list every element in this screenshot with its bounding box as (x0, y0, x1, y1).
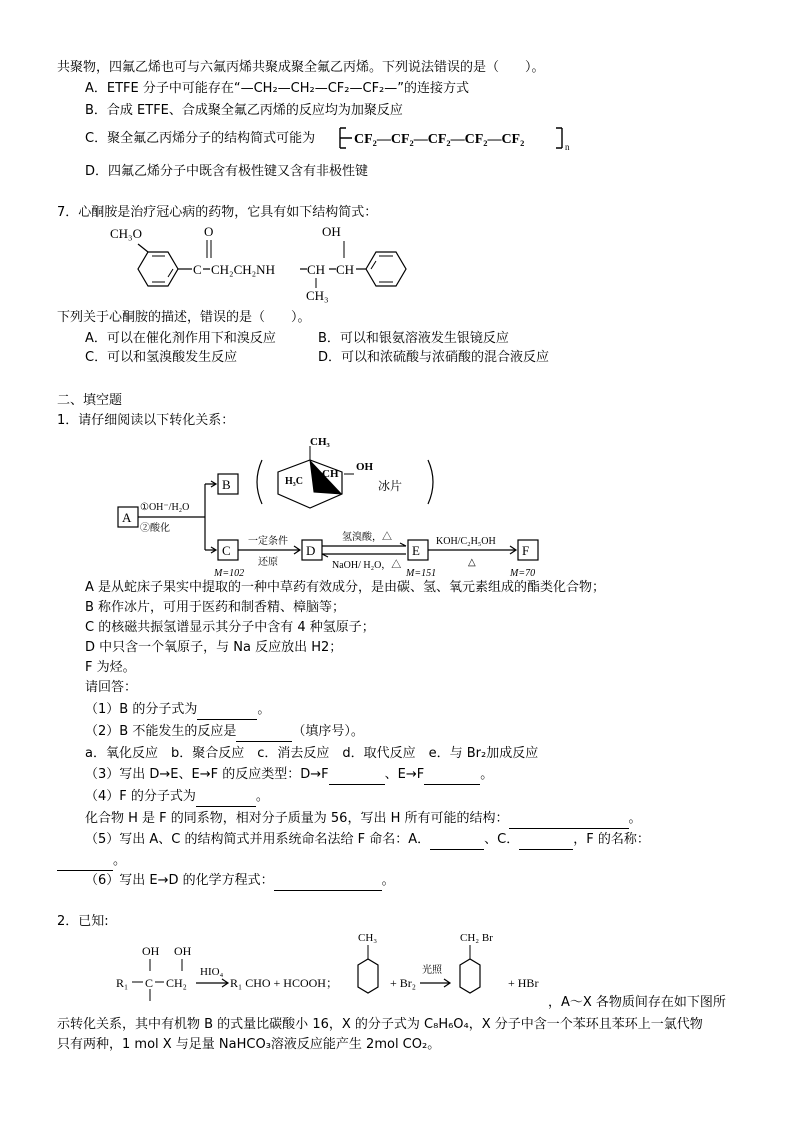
mass-e: M=151 (406, 568, 437, 579)
part-2-tail: （填序号）。 (292, 724, 364, 739)
cond-de-top: 氢溴酸，△ (342, 532, 392, 543)
q6-option-c (85, 130, 315, 148)
answer-blank[interactable] (519, 831, 573, 850)
benzene-ring-icon (460, 959, 480, 993)
q7-option-d: D．可以和浓硫酸与浓硝酸的混合液反应 (318, 350, 550, 365)
part-4-text: （4）F 的分子式为 (85, 789, 196, 804)
part-5-c: 、C． (484, 832, 520, 847)
q7-carbonyl-c: C (193, 262, 202, 277)
q7-oh: OH (322, 224, 341, 239)
benzene-ring-icon (358, 959, 378, 993)
part-5-end: 。 (113, 853, 127, 868)
bp-label: 冰片 (378, 479, 403, 493)
q7-ch-2: CH (336, 262, 355, 277)
q7-carbonyl-o: O (204, 224, 214, 239)
q7-question: 下列关于心酮胺的描述，错误的是（ ）。 (57, 310, 311, 325)
part-6 (85, 872, 395, 891)
q2-ch2: CH₂ (166, 976, 187, 990)
section-heading: 二、填空题 (57, 393, 123, 408)
q2-hbr: + HBr (508, 976, 539, 990)
part-6-text: （6）写出 E→D 的化学方程式： (85, 873, 274, 888)
mass-c: M=102 (214, 568, 245, 579)
part-1-text: （1）B 的分子式为 (85, 702, 198, 717)
cond-ef-bot: △ (468, 557, 476, 568)
box-a: A (122, 510, 132, 525)
part-2 (85, 723, 364, 742)
q2-stem: 2．已知: (57, 914, 109, 929)
part-5 (85, 831, 650, 850)
cond-acid: ②酸化 (140, 523, 170, 534)
q2-prod1: R₁ CHO + HCOOH； (230, 976, 338, 990)
part-1 (85, 701, 270, 720)
part-6-end: 。 (381, 873, 395, 888)
q7-chain: CH₂CH₂NH (211, 262, 275, 277)
benzene-ring-icon (366, 252, 406, 286)
answer-blank[interactable] (196, 788, 256, 807)
part-3-text: （3）写出 D→E、E→F 的反应类型：D→F (85, 767, 329, 782)
q2-known-reactions (110, 925, 560, 1007)
part-5-f: ，F 的名称： (573, 832, 650, 847)
mass-f: M=70 (510, 568, 536, 579)
benzene-ring-icon (138, 252, 178, 286)
q2-hio4: HIO₄ (200, 966, 224, 978)
q6-option-c-text: C．聚全氟乙丙烯分子的结构简式可能为 (85, 131, 316, 146)
cond-oh: ①OH⁻/H₂O (140, 502, 190, 513)
answer-blank[interactable] (424, 766, 480, 785)
cond-de-bot: NaOH/ H₂O，△ (332, 560, 402, 571)
q7-structure (100, 222, 420, 304)
part-4 (85, 788, 269, 807)
box-f: F (522, 543, 530, 558)
info-1: B 称作冰片，可用于医药和制香精、樟脑等； (85, 600, 346, 615)
answer-blank[interactable] (509, 810, 629, 829)
cond-cd-top: 一定条件 (248, 536, 288, 547)
part-3-end: 。 (480, 767, 494, 782)
cond-ef-top: KOH/C₂H₅OH (436, 536, 496, 547)
part-5-text: （5）写出 A、C 的结构简式并用系统命名法给 F 命名：A． (85, 832, 431, 847)
box-c: C (222, 543, 231, 558)
info-3: D 中只含一个氧原子，与 Na 反应放出 H2； (85, 640, 343, 655)
q2-r1: R₁ (116, 976, 129, 990)
q2-light: 光照 (422, 965, 442, 976)
q2-tail-1: ，A～X 各物质间存在如下图所 (548, 995, 726, 1010)
bp-h3c: H₃C (285, 476, 303, 487)
part-4-end: 。 (255, 789, 269, 804)
conversion-scheme (110, 432, 560, 580)
info-4: F 为烃。 (85, 660, 136, 675)
part-2-text: （2）B 不能发生的反应是 (85, 724, 237, 739)
q6-polymer-formula (336, 122, 576, 154)
q7-ch-1: CH (307, 262, 326, 277)
q6-option-d: D．四氟乙烯分子中既含有极性键又含有非极性键 (85, 164, 369, 179)
q7-option-c: C．可以和氢溴酸发生反应 (85, 350, 238, 365)
q2-tail-3: 只有两种，1 mol X 与足量 NaHCO₃溶液反应能产生 2mol CO₂。 (57, 1037, 441, 1052)
part-4b (85, 810, 642, 829)
q6-option-a: A．ETFE 分子中可能存在“—CH₂—CH₂—CF₂—CF₂—”的连接方式 (85, 81, 470, 96)
box-b: B (222, 477, 231, 492)
q2-tail-2: 示转化关系，其中有机物 B 的式量比碳酸小 16，X 的分子式为 C₈H₆O₄，X 分子中含一个苯环且苯环上一氯代物 (57, 1017, 703, 1032)
part-2-options: a．氧化反应 b．聚合反应 c．消去反应 d．取代反应 e．与 Br₂加成反应 (85, 746, 539, 761)
answer-blank[interactable] (430, 831, 484, 850)
q2-c: C (145, 976, 154, 990)
box-e: E (412, 543, 420, 558)
q1-stem: 1．请仔细阅读以下转化关系： (57, 413, 235, 428)
part-1-end: 。 (257, 702, 271, 717)
part-3-mid: 、E→F (384, 767, 425, 782)
q7-option-b: B．可以和银氨溶液发生银镜反应 (318, 331, 509, 346)
q2-oh-1: OH (142, 944, 160, 958)
q7-stem: 7．心酮胺是治疗冠心病的药物，它具有如下结构简式： (57, 205, 378, 220)
answer-blank[interactable] (197, 701, 257, 720)
q6-formula-n: n (565, 142, 570, 152)
part-4b-end: 。 (628, 811, 642, 826)
part-4b-text: 化合物 H 是 F 的同系物，相对分子质量为 56，写出 H 所有可能的结构： (85, 811, 509, 826)
part-5-continued (57, 852, 126, 871)
q2-plus-br2: + Br₂ (390, 976, 416, 990)
part-3 (85, 766, 493, 785)
bp-oh: OH (356, 461, 374, 473)
info-0: A 是从蛇床子果实中提取的一种中草药有效成分，是由碳、氢、氧元素组成的酯类化合物； (85, 580, 606, 595)
q6-option-b: B．合成 ETFE、合成聚全氟乙丙烯的反应均为加聚反应 (85, 103, 403, 118)
q2-oh-2: OH (174, 944, 192, 958)
q6-formula-text: CF₂—CF₂—CF₂—CF₂—CF₂ (354, 132, 525, 147)
answer-blank[interactable] (57, 852, 113, 871)
q2-ch2br: CH₂ Br (460, 932, 493, 944)
bp-ch: CH (322, 468, 339, 480)
box-d: D (306, 543, 316, 558)
cond-cd-bot: 还原 (258, 557, 278, 568)
answer-blank[interactable] (329, 766, 385, 785)
q6-stem: 共聚物，四氟乙烯也可与六氟丙烯共聚成聚全氟乙丙烯。下列说法错误的是（ ）。 (57, 60, 545, 75)
q7-och3: CH₃O (110, 226, 142, 241)
q2-ch3: CH₃ (358, 932, 378, 944)
answer-blank[interactable] (274, 872, 382, 891)
info-2: C 的核磁共振氢谱显示其分子中含有 4 种氢原子； (85, 620, 375, 635)
q7-ch3: CH₃ (306, 288, 329, 303)
answer-blank[interactable] (236, 723, 292, 742)
bp-ch3: CH₃ (310, 436, 330, 448)
ask-label: 请回答： (85, 680, 138, 695)
q7-option-a: A．可以在催化剂作用下和溴反应 (85, 331, 276, 346)
